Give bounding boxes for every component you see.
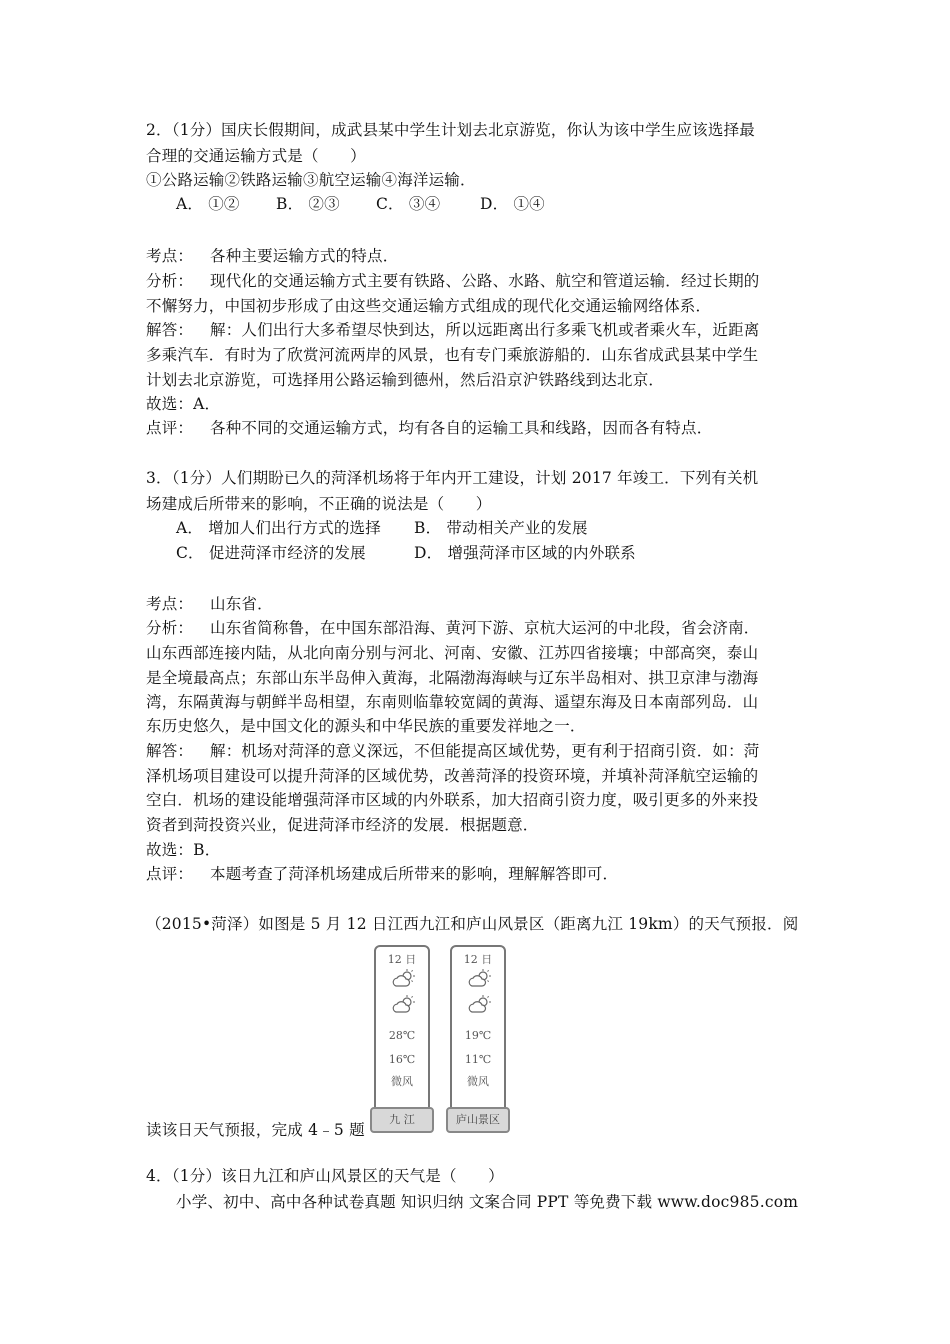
q3-kaodian-text: 山东省． [210, 595, 273, 613]
q2-jieda-1 [146, 320, 760, 340]
q2-kaodian-tag: 考点： [146, 247, 194, 265]
q3-fenxi-3: 是全境最高点；东部山东半岛伸入黄海，北隔渤海海峡与辽东半岛相对、拱卫京津与渤海 [146, 669, 759, 687]
partly-cloudy-icon [468, 969, 492, 989]
q2-fenxi-tag: 分析： [146, 272, 194, 290]
q2-dianping [146, 418, 712, 438]
q3-jieda-text-1: 解：机场对菏泽的意义深远，不但能提高区域优势，更有利于招商引资．如：菏 [210, 742, 760, 760]
q2-option-a: A． ①② [176, 195, 240, 213]
q2-option-b: B． ②③ [276, 195, 340, 213]
q2-option-c: C． ③④ [376, 195, 441, 213]
q3-jieda-4: 资者到菏投资兴业，促进菏泽市经济的发展．根据题意． [146, 816, 539, 834]
q3-jieda-3: 空白．机场的建设能增强菏泽市区域的内外联系，加大招商引资力度，吸引更多的外来投 [146, 791, 759, 809]
q3-options-row1 [176, 518, 588, 538]
weather-card-lushan [450, 945, 506, 1117]
q3-fenxi-tag: 分析： [146, 619, 194, 637]
q2-stem-line2: 合理的交通运输方式是（ ） [146, 147, 366, 165]
q2-dianping-tag: 点评： [146, 419, 194, 437]
q2-jieda-text-1: 解：人们出行大多希望尽快到达，所以远距离出行多乘飞机或者乘火车，近距离 [210, 321, 760, 339]
q2-fenxi-1 [146, 271, 760, 291]
intro-line2: 读该日天气预报，完成 4﹣5 题 [146, 1121, 365, 1139]
q3-guxuan: 故选：B． [146, 841, 221, 859]
partly-cloudy-icon [468, 995, 492, 1015]
q3-dianping-tag: 点评： [146, 865, 194, 883]
q3-option-a: A． 增加人们出行方式的选择 [176, 519, 381, 537]
q3-fenxi-1 [146, 618, 760, 638]
q2-options [176, 194, 545, 214]
q2-fenxi-2: 不懈努力，中国初步形成了由这些交通运输方式组成的现代化交通运输网络体系． [146, 297, 712, 315]
q2-guxuan: 故选：A． [146, 395, 221, 413]
jiujiang-high-temp: 28℃ [388, 1029, 416, 1042]
q3-jieda-2: 泽机场项目建设可以提升菏泽的区域优势，改善菏泽的投资环境，并填补菏泽航空运输的 [146, 767, 759, 785]
q2-jieda-tag: 解答： [146, 321, 194, 339]
weather-forecast-figure [370, 945, 520, 1137]
q2-option-d: D． ①④ [480, 195, 545, 213]
q2-kaodian-text: 各种主要运输方式的特点． [210, 247, 399, 265]
lushan-date: 12 日 [463, 953, 493, 966]
jiujiang-low-temp: 16℃ [388, 1053, 416, 1066]
lushan-wind: 微风 [467, 1075, 489, 1088]
intro-line1: （2015•菏泽）如图是 5 月 12 日江西九江和庐山风景区（距离九江 19km）的天气预报．阅 [146, 915, 799, 933]
q2-jieda-3: 计划去北京游览，可选择用公路运输到德州，然后沿京沪铁路线到达北京． [146, 371, 665, 389]
q3-option-b: B． 带动相关产业的发展 [414, 519, 588, 537]
jiujiang-date: 12 日 [387, 953, 417, 966]
q3-fenxi-4: 湾，东隔黄海与朝鲜半岛相望，东南则临靠较宽阔的黄海、遥望东海及日本南部列岛．山 [146, 693, 759, 711]
q2-stem-line3: ①公路运输②铁路运输③航空运输④海洋运输． [146, 171, 476, 189]
q3-kaodian-tag: 考点： [146, 595, 194, 613]
q3-jieda-tag: 解答： [146, 742, 194, 760]
q2-kaodian [146, 246, 398, 266]
q3-option-c: C． 促进菏泽市经济的发展 [176, 544, 366, 562]
q2-jieda-2: 多乘汽车．有时为了欣赏河流两岸的风景，也有专门乘旅游船的．山东省成武县某中学生 [146, 346, 759, 364]
q3-fenxi-5: 东历史悠久，是中国文化的源头和中华民族的重要发祥地之一． [146, 717, 586, 735]
q3-fenxi-2: 山东西部连接内陆，从北向南分别与河北、河南、安徽、江苏四省接壤；中部高突，泰山 [146, 644, 759, 662]
lushan-high-temp: 19℃ [464, 1029, 492, 1042]
partly-cloudy-icon [392, 969, 416, 989]
label-jiujiang: 九 江 [370, 1107, 434, 1133]
q2-dianping-text: 各种不同的交通运输方式，均有各自的运输工具和线路，因而各有特点． [210, 419, 713, 437]
partly-cloudy-icon [392, 995, 416, 1015]
q3-fenxi-text-1: 山东省简称鲁，在中国东部沿海、黄河下游、京杭大运河的中北段，省会济南． [210, 619, 760, 637]
q3-stem-line2: 场建成后所带来的影响，不正确的说法是（ ） [146, 495, 492, 513]
q2-fenxi-text-1: 现代化的交通运输方式主要有铁路、公路、水路、航空和管道运输．经过长期的 [210, 272, 760, 290]
q3-dianping-text: 本题考查了菏泽机场建成后所带来的影响，理解解答即可． [210, 865, 619, 883]
q3-jieda-1 [146, 741, 760, 761]
q2-stem-line1: 2．（1分）国庆长假期间，成武县某中学生计划去北京游览，你认为该中学生应该选择最 [146, 121, 755, 139]
label-lushan: 庐山景区 [446, 1107, 510, 1133]
lushan-low-temp: 11℃ [464, 1053, 492, 1066]
q3-options-row2 [176, 543, 636, 563]
q3-dianping [146, 864, 618, 884]
q3-stem-line1: 3．（1分）人们期盼已久的菏泽机场将于年内开工建设，计划 2017 年竣工．下列有关机 [146, 469, 759, 487]
page-footer: 小学、初中、高中各种试卷真题 知识归纳 文案合同 PPT 等免费下载 www.doc985.com [176, 1193, 799, 1211]
weather-card-jiujiang [374, 945, 430, 1117]
q4-stem-line1: 4．（1分）该日九江和庐山风景区的天气是（ ） [146, 1167, 504, 1185]
q3-kaodian [146, 594, 273, 614]
jiujiang-wind: 微风 [391, 1075, 413, 1088]
q3-option-d: D． 增强菏泽市区域的内外联系 [414, 544, 636, 562]
